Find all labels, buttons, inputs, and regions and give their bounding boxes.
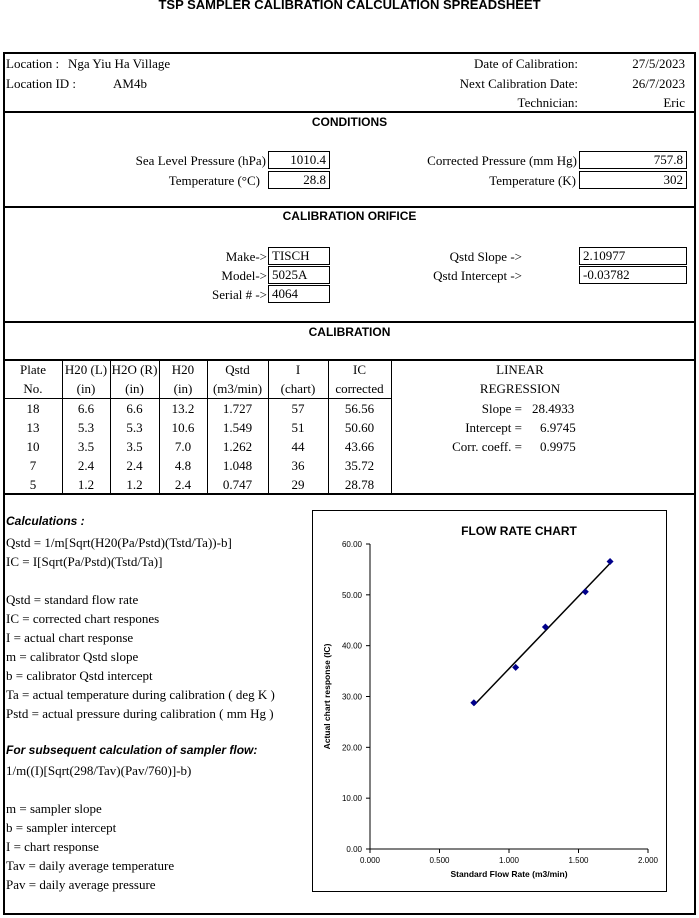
table-cell: 44 bbox=[291, 439, 305, 454]
table-cell: 5 bbox=[29, 477, 37, 492]
calculation-note-line: b = calibrator Qstd intercept bbox=[6, 668, 153, 683]
calculation-note-line: Pstd = actual pressure during calibration ( mm Hg ) bbox=[6, 706, 274, 721]
qstd-slope-label: Qstd Slope -> bbox=[449, 249, 522, 264]
regression-intercept-value: 6.9745 bbox=[540, 420, 576, 435]
technician-value: Eric bbox=[663, 95, 685, 110]
data-point bbox=[582, 588, 589, 595]
y-tick-label: 50.00 bbox=[341, 590, 362, 600]
divider bbox=[4, 321, 696, 323]
calculation-note-line: IC = corrected chart respones bbox=[6, 611, 160, 626]
y-tick-label: 20.00 bbox=[341, 743, 362, 753]
table-header-cell: (in) bbox=[173, 381, 193, 396]
temperature-k-value: 302 bbox=[579, 171, 687, 189]
make-value: TISCH bbox=[268, 247, 330, 265]
table-header-cell: H20 bbox=[171, 362, 195, 377]
table-cell: 7 bbox=[29, 458, 37, 473]
table-header-cell: (chart) bbox=[280, 381, 316, 396]
calibration-heading: CALIBRATION bbox=[308, 325, 391, 339]
table-header-cell: corrected bbox=[335, 381, 384, 396]
regression-corr-value: 0.9975 bbox=[540, 439, 576, 454]
table-header-cell: No. bbox=[23, 381, 43, 396]
table-cell: 36 bbox=[291, 458, 305, 473]
y-tick-label: 40.00 bbox=[341, 641, 362, 651]
table-cell: 18 bbox=[26, 401, 40, 416]
next-calibration-label: Next Calibration Date: bbox=[459, 76, 578, 91]
subsequent-heading: For subsequent calculation of sampler flow: bbox=[6, 743, 258, 757]
x-axis-label: Standard Flow Rate (m3/min) bbox=[450, 869, 568, 879]
table-cell: 10 bbox=[26, 439, 40, 454]
trendline bbox=[474, 563, 610, 705]
qstd-intercept-label: Qstd Intercept -> bbox=[433, 268, 522, 283]
x-tick-label: 0.000 bbox=[359, 856, 381, 865]
qstd-slope-value: 2.10977 bbox=[579, 247, 687, 265]
table-cell: 28.78 bbox=[344, 477, 375, 492]
chart-title: FLOW RATE CHART bbox=[461, 524, 577, 538]
table-cell: 13 bbox=[26, 420, 40, 435]
chart-canvas bbox=[313, 511, 666, 891]
table-cell: 6.6 bbox=[126, 401, 143, 416]
regression-intercept-label: Intercept = bbox=[465, 420, 522, 435]
table-cell: 1.727 bbox=[222, 401, 253, 416]
data-point bbox=[607, 558, 614, 565]
table-header-cell: H2O (R) bbox=[111, 362, 158, 377]
table-cell: 6.6 bbox=[77, 401, 95, 416]
model-value: 5025A bbox=[268, 266, 330, 284]
table-header-cell: (in) bbox=[76, 381, 96, 396]
regression-slope-label: Slope = bbox=[481, 401, 522, 416]
table-header-cell: (in) bbox=[125, 381, 144, 396]
location-label: Location : bbox=[6, 56, 60, 71]
temperature-c-label: Temperature (°C) bbox=[168, 173, 260, 188]
location-id-label: Location ID : bbox=[6, 76, 77, 91]
y-tick-label: 30.00 bbox=[341, 692, 362, 702]
calculation-note-line: I = actual chart response bbox=[6, 630, 134, 645]
table-cell: 0.747 bbox=[222, 477, 253, 492]
y-tick-label: 60.00 bbox=[341, 540, 362, 549]
flow-rate-chart bbox=[312, 510, 667, 892]
x-tick-label: 0.500 bbox=[429, 856, 450, 865]
table-cell: 50.60 bbox=[344, 420, 375, 435]
page-title: TSP SAMPLER CALIBRATION CALCULATION SPREADSHEET bbox=[158, 0, 541, 12]
divider bbox=[4, 359, 696, 361]
table-cell: 51 bbox=[291, 420, 305, 435]
x-tick-label: 1.000 bbox=[498, 856, 520, 865]
table-cell: 43.66 bbox=[344, 439, 375, 454]
table-header-underline bbox=[4, 398, 391, 399]
regression-title-line2: REGRESSION bbox=[479, 381, 561, 396]
calculation-note-line: Qstd = 1/m[Sqrt(H20(Pa/Pstd)(Tstd/Ta))-b] bbox=[6, 535, 232, 550]
technician-label: Technician: bbox=[517, 95, 578, 110]
data-point bbox=[542, 624, 549, 631]
temperature-c-value: 28.8 bbox=[268, 171, 330, 189]
divider bbox=[4, 206, 696, 208]
calculation-note-line: m = calibrator Qstd slope bbox=[6, 649, 139, 664]
calibration-date-value: 27/5/2023 bbox=[632, 56, 685, 71]
table-cell: 4.8 bbox=[174, 458, 192, 473]
calculation-note-line: Ta = actual temperature during calibration ( deg K ) bbox=[6, 687, 275, 702]
table-cell: 13.2 bbox=[171, 401, 195, 416]
x-tick-label: 1.500 bbox=[568, 856, 589, 865]
x-tick-label: 2.000 bbox=[637, 856, 659, 865]
regression-corr-label: Corr. coeff. = bbox=[452, 439, 522, 454]
y-axis-label: Actual chart response (IC) bbox=[322, 643, 332, 750]
table-header-cell: I bbox=[295, 362, 301, 377]
table-cell: 35.72 bbox=[344, 458, 375, 473]
qstd-intercept-value: -0.03782 bbox=[579, 266, 687, 284]
make-label: Make-> bbox=[225, 249, 267, 264]
table-cell: 29 bbox=[291, 477, 305, 492]
table-header-cell: Qstd bbox=[225, 362, 250, 377]
table-cell: 5.3 bbox=[77, 420, 95, 435]
y-tick-label: 0.00 bbox=[346, 845, 362, 854]
table-cell: 2.4 bbox=[174, 477, 192, 492]
corrected-pressure-value: 757.8 bbox=[579, 151, 687, 169]
y-tick-label: 10.00 bbox=[341, 794, 362, 804]
table-cell: 57 bbox=[291, 401, 305, 416]
divider bbox=[4, 493, 696, 495]
table-cell: 10.6 bbox=[171, 420, 195, 435]
table-header-cell: Plate bbox=[20, 362, 46, 377]
table-cell: 1.2 bbox=[126, 477, 143, 492]
table-cell: 2.4 bbox=[77, 458, 95, 473]
serial-label: Serial # -> bbox=[212, 287, 267, 302]
table-column-divider bbox=[391, 360, 392, 493]
next-calibration-value: 26/7/2023 bbox=[632, 76, 685, 91]
calculation-note-line: Pav = daily average pressure bbox=[6, 877, 156, 892]
temperature-k-label: Temperature (K) bbox=[489, 173, 576, 188]
table-cell: 5.3 bbox=[126, 420, 143, 435]
table-cell: 3.5 bbox=[77, 439, 95, 454]
serial-value: 4064 bbox=[268, 285, 330, 303]
table-cell: 1.2 bbox=[77, 477, 95, 492]
calibration-date-label: Date of Calibration: bbox=[474, 56, 578, 71]
table-header-cell: (m3/min) bbox=[212, 381, 263, 396]
table-header-cell: H20 (L) bbox=[64, 362, 108, 377]
calculation-note-line: Tav = daily average temperature bbox=[6, 858, 175, 873]
location-id-value: AM4b bbox=[113, 76, 147, 91]
corrected-pressure-label: Corrected Pressure (mm Hg) bbox=[427, 153, 577, 168]
orifice-heading: CALIBRATION ORIFICE bbox=[282, 209, 417, 223]
table-cell: 2.4 bbox=[126, 458, 143, 473]
conditions-heading: CONDITIONS bbox=[311, 115, 388, 129]
regression-slope-value: 28.4933 bbox=[532, 401, 575, 416]
sea-level-pressure-label: Sea Level Pressure (hPa) bbox=[135, 153, 266, 168]
table-cell: 56.56 bbox=[344, 401, 375, 416]
sampler-flow-formula: 1/m((I)[Sqrt(298/Tav)(Pav/760)]-b) bbox=[6, 763, 192, 778]
calculation-note-line: m = sampler slope bbox=[6, 801, 102, 816]
sea-level-pressure-value: 1010.4 bbox=[268, 151, 330, 169]
divider bbox=[4, 111, 696, 113]
calculation-note-line: b = sampler intercept bbox=[6, 820, 117, 835]
table-cell: 7.0 bbox=[174, 439, 192, 454]
calculation-note-line: Qstd = standard flow rate bbox=[6, 592, 139, 607]
table-cell: 3.5 bbox=[126, 439, 143, 454]
table-cell: 1.549 bbox=[222, 420, 253, 435]
table-cell: 1.262 bbox=[222, 439, 253, 454]
regression-title-line1: LINEAR bbox=[496, 362, 544, 377]
calculation-note-line: IC = I[Sqrt(Pa/Pstd)(Tstd/Ta)] bbox=[6, 554, 163, 569]
table-header-cell: IC bbox=[353, 362, 366, 377]
table-cell: 1.048 bbox=[222, 458, 253, 473]
location-value: Nga Yiu Ha Village bbox=[68, 56, 171, 71]
calculations-heading: Calculations : bbox=[6, 514, 85, 528]
data-point bbox=[470, 699, 477, 706]
calculation-note-line: I = chart response bbox=[6, 839, 99, 854]
model-label: Model-> bbox=[221, 268, 267, 283]
